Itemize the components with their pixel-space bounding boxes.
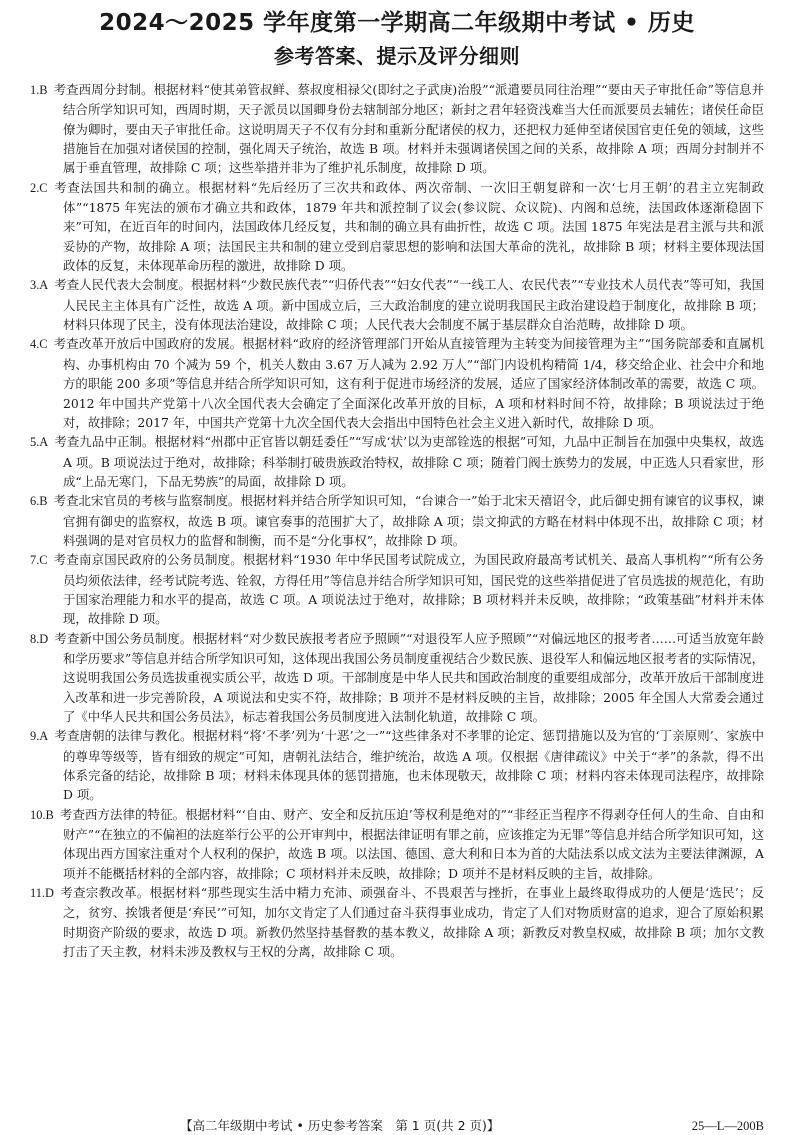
answer-item bbox=[30, 550, 764, 628]
answer-number: 1. bbox=[30, 83, 40, 97]
answer-explanation: 考查南京国民政府的公务员制度。根据材料“1930 年中华民国考试院成立，为国民政府最高考试机关、最高人事机构”“所有公务员均须依法律，经考试院考选、铨叙，方得任用”等信息并结合所学知识可知，国民党的这些举措促进了官员选拔的规范化，有助于国家治理能力和水平的提高，故选 C 项。A 项说法过于绝对，故排除；B 项材料并未反映，故排除；“政策基础”材料并未体现，故排除 D 项。 bbox=[53, 552, 764, 627]
answer-choice: D bbox=[45, 886, 54, 901]
answer-explanation: 考查九品中正制。根据材料“州郡中正官皆以朝廷委任”“写成‘状’以为吏部铨选的根据”可知，九品中正制旨在加强中央集权，故选 A 项。B 项说法过于绝对，故排除；科举制打破贵族政治特权，故排除 C 项；随着门阀士族势力的发展，中正选人只看家世，形成“上品无寒门，下品无势族”的局面，故排除 D 项。 bbox=[54, 434, 764, 489]
answer-choice: C bbox=[39, 337, 48, 352]
answer-list bbox=[30, 80, 764, 961]
answer-explanation: 考查北宋官员的考核与监察制度。根据材料并结合所学知识可知，“台谏合一”始于北宋天禧诏令，此后御史拥有谏官的议事权，谏官拥有御史的监察权，故选 B 项。谏官奏事的范围扩大了，故排除 A 项；崇文抑武的方略在材料中体现不出，故排除 C 项；材料强调的是对官员权力的监督和制衡，而不是“分化事权”，故排除 D 项。 bbox=[53, 493, 764, 548]
answer-number: 9. bbox=[30, 729, 40, 744]
answer-choice: C bbox=[39, 180, 48, 195]
answer-explanation: 考查新中国公务员制度。根据材料“对少数民族报考者应予照顾”“对退役军人应予照顾”“对偏远地区的报考者……可适当放宽年龄和学历要求”等信息并结合所学知识可知，这体现出我国公务员制度重视结合少数民族、退役军人和偏远地区报考者的实际情况，这说明我国公务员选拔重视实质公平，故选 D 项。干部制度是中华人民共和国政治制度的重要组成部分，改革开放后干部制度进入改革和进一步完善阶段，A 项说法和史实不符，故排除；B 项并不是材料反映的主旨，故排除；2005 年全国人大常委会通过了《中华人民共和国公务员法》，标志着我国公务员制度进入法制化轨道，故排除 C 项。 bbox=[54, 630, 764, 724]
answer-item bbox=[30, 80, 764, 178]
answer-item bbox=[30, 726, 764, 804]
answer-number: 2. bbox=[30, 180, 40, 195]
answer-item bbox=[30, 334, 764, 432]
answer-number: 8. bbox=[30, 631, 40, 646]
answer-choice: D bbox=[39, 631, 49, 646]
page-title: 2024～2025 学年度第一学期高二年级期中考试 • 历史 bbox=[99, 10, 695, 36]
answer-choice: A bbox=[39, 729, 49, 744]
footer-page-label: 【高二年级期中考试 • 历史参考答案 第 1 页(共 2 页)】 bbox=[180, 1118, 500, 1133]
answer-choice: B bbox=[45, 807, 54, 822]
answer-explanation: 考查西周分封制。根据材料“使其弟管叔鲜、蔡叔度相禄父(即纣之子武庚)治殷”“派遣要员同往治理”“要由天子审批任命”等信息并结合所学知识可知，西周时期，天子派员以国卿身份去辖制部分地区；新封之君年轻资浅难当大任而派要员去辅佐；诸侯任命臣僚为卿时，要由天子审批任命。这说明周天子不仅有分封和重新分配诸侯的权力，还把权力延伸至诸侯国官吏任免的领域，这些措施旨在加强对诸侯国的控制，强化周天子统治，故选 B 项。材料并未强调诸侯国之间的关系，故排除 A 项；西周分封制并不属于垂直管理，故排除 C 项；这些举措并非为了维护礼乐制度，故排除 D 项。 bbox=[53, 82, 764, 176]
answer-choice: C bbox=[39, 553, 48, 568]
answer-item bbox=[30, 432, 764, 491]
answer-explanation: 考查西方法律的特征。根据材料“‘自由、财产、安全和反抗压迫’等权利是绝对的”“非经正当程序不得剥夺任何人的生命、自由和财产”“在独立的不偏袒的法庭举行公平的公开审判中，根据法律证明有罪之前，应该推定为无罪”等信息并结合所学知识可知，这体现出西方国家注重对个人权利的保护，故选 B 项。以法国、德国、意大利和日本为首的大陆法系以成文法为主要法律渊源，A 项并不能概括材料的全部内容，故排除；C 项材料并未反映，故排除；D 项并不是材料反映的主旨，故排除。 bbox=[59, 806, 764, 881]
answer-item bbox=[30, 883, 764, 961]
answer-item bbox=[30, 178, 764, 276]
answer-explanation: 考查改革开放后中国政府的发展。根据材料“政府的经济管理部门开始从直接管理为主转变为间接管理为主”“国务院部委和直属机构、办事机构由 70 个减为 59 个，机关人数由 3.67 万人减为 2.92 万人”“部门内设机构精简 1/4，移交给企业、社会中介和地方的职能 200 多项”等信息并结合所学知识可知，这有利于促进市场经济的发展，适应了国家经济体制改革的需要，故选 C 项。2012 年中国共产党第十八次全国代表大会确定了全面深化改革开放的目标，A 项和材料时间不符，故排除；B 项说法过于绝对，故排除；2017 年，中国共产党第十九次全国代表大会指出中国特色社会主义进入新时代，故排除 D 项。 bbox=[53, 336, 764, 430]
answer-number: 11. bbox=[30, 886, 46, 901]
answer-number: 3. bbox=[30, 278, 40, 293]
answer-item bbox=[30, 629, 764, 727]
answer-choice: B bbox=[39, 83, 48, 97]
answer-number: 6. bbox=[30, 494, 40, 509]
answer-choice: A bbox=[39, 435, 49, 450]
answer-number: 7. bbox=[30, 553, 40, 568]
answer-number: 4. bbox=[30, 337, 40, 352]
answer-item bbox=[30, 275, 764, 334]
answer-number: 10. bbox=[30, 807, 46, 822]
answer-explanation: 考查唐朝的法律与教化。根据材料“将‘不孝’列为‘十恶’之一”“这些律条对不孝罪的论定、惩罚措施以及为官的‘丁亲原则’、家族中的尊卑等级等，皆有细致的规定”可知，唐朝礼法结合，维护统治，故选 A 项。仅根据《唐律疏议》中关于“孝”的条款，得不出体系完备的结论，故排除 B 项；材料未体现具体的惩罚措施，也未体现敬天，故排除 C 项；材料内容未体现司法程序，故排除 D 项。 bbox=[54, 728, 764, 803]
answer-explanation: 考查人民代表大会制度。根据材料“少数民族代表”“归侨代表”“妇女代表”“一线工人、农民代表”“专业技术人员代表”等可知，我国人民民主主体具有广泛性，故选 A 项。新中国成立后，三大政治制度的建立说明我国民主政治建设趋于制度化，故排除 B 项；材料只体现了民主，没有体现法治建设，故排除 C 项；人民代表大会制度不属于基层群众自治范畴，故排除 D 项。 bbox=[54, 277, 764, 333]
answer-item bbox=[30, 805, 764, 883]
answer-choice: A bbox=[39, 278, 49, 293]
answer-item bbox=[30, 491, 764, 550]
answer-choice: B bbox=[39, 494, 48, 509]
answer-number: 5. bbox=[30, 435, 40, 450]
page-subtitle: 参考答案、提示及评分细则 bbox=[274, 44, 520, 68]
footer-code: 25—L—200B bbox=[691, 1119, 764, 1133]
answer-explanation: 考查宗教改革。根据材料“那些现实生活中精力充沛、顽强奋斗、不畏艰苦与挫折，在事业上最终取得成功的人便是‘选民’；反之，贫穷、挨饿者便是‘弃民’”可知，加尔文肯定了人们通过奋斗获得事业成功，肯定了人们对物质财富的追求，迎合了原始积累时期资产阶级的要求，故选 D 项。新教仍然坚持基督教的基本教义，故排除 A 项；新教反对教皇权威，故排除 B 项；加尔文教打击了天主教，材料未涉及教权与王权的分离，故排除 C 项。 bbox=[59, 885, 764, 960]
answer-explanation: 考查法国共和制的确立。根据材料“先后经历了三次共和政体、两次帝制、一次旧王朝复辟和一次‘七月王朝’的君主立宪制政体”“1875 年宪法的颁布才确立共和政体，1879 年共和派控制了议会(参议院、众议院)、内阁和总统，法国政体逐渐稳固下来”可知，在近百年的时间内，法国政体几经反复，共和制的确立具有曲折性，故选 C 项。法国 1875 年宪法是君主派与共和派妥协的产物，故排除 A 项；法国民主共和制的建立受到启蒙思想的影响和法国大革命的洗礼，故排除 B 项；材料主要体现法国政体的反复，未体现革命历程的激进，故排除 D 项。 bbox=[53, 179, 764, 274]
